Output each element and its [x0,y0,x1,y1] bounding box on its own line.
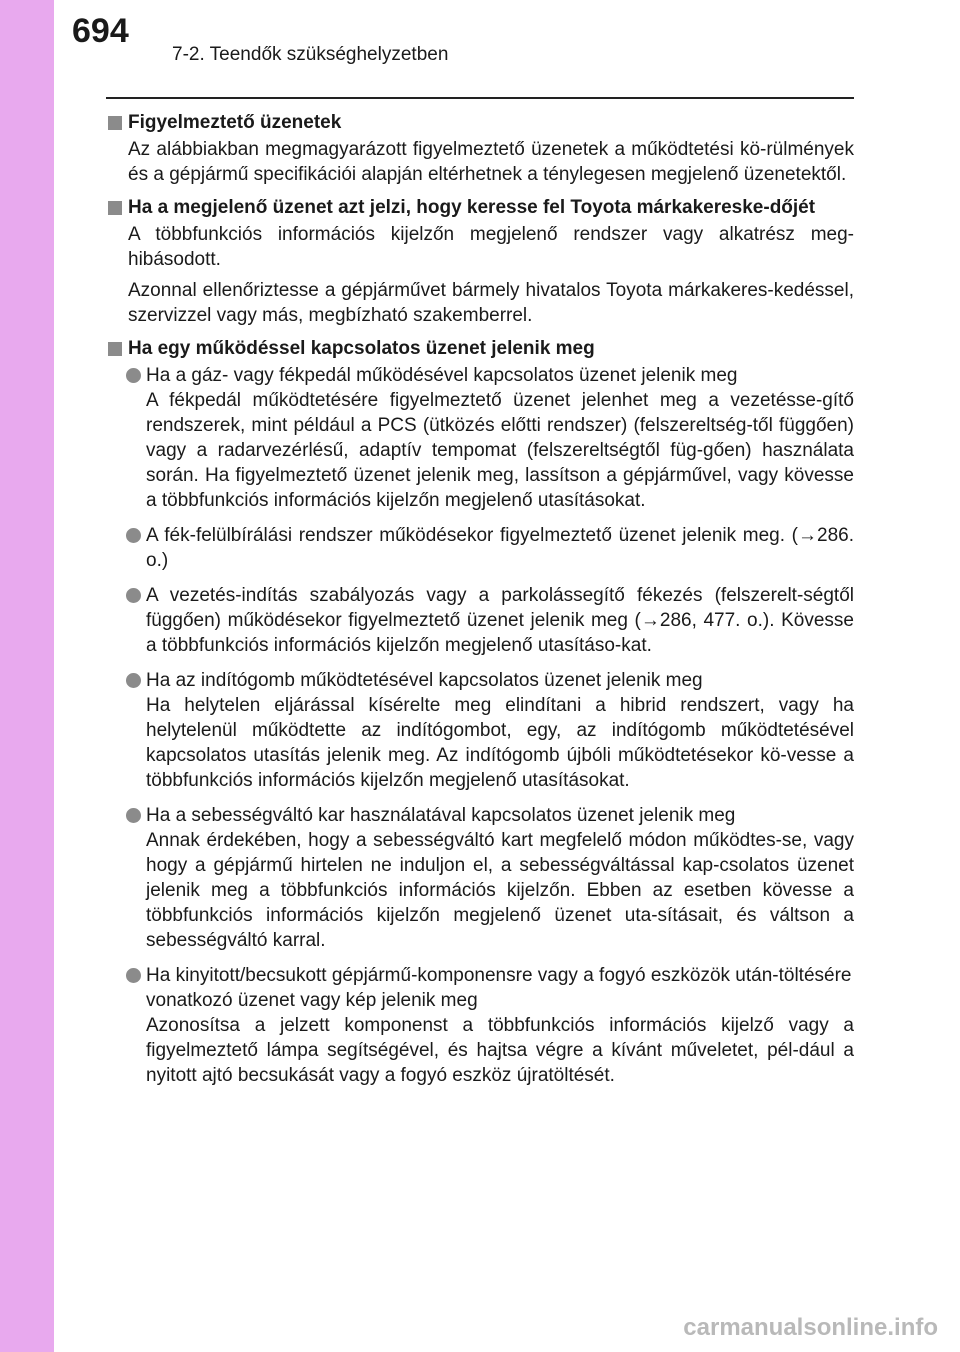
bullet-body: Azonosítsa a jelzett komponenst a többfunkciós információs kijelző vagy a figyelmeztető lámpa segítségével, és hajtsa végre a kívánt műveletet, pél-dául a nyitott ajtó becsukását vagy a fogyó eszköz újratöltését. [146,1015,854,1086]
round-bullet-icon [126,368,141,383]
bullet-title: Ha a gáz- vagy fékpedál működésével kapcsolatos üzenet jelenik meg [146,365,738,386]
section-heading: Ha a megjelenő üzenet azt jelzi, hogy keresse fel Toyota márkakereske-dőjét [106,195,854,220]
list-item [106,668,854,793]
page-number: 694 [72,12,129,50]
bullet-body: Annak érdekében, hogy a sebességváltó kart megfelelő módon működtes-se, vagy hogy a gépjármű hirtelen ne induljon el, a sebességváltással kap-csolatos üzenet jelenik meg a többfunkciós információs kijelzőn. Ebben az esetben kövesse a többfunkciós információs kijelzőn megjelenő üzenet uta-sításait, és váltson a sebességváltó karral. [146,830,854,951]
header-rule [106,97,854,99]
section-heading: Figyelmeztető üzenetek [106,110,854,135]
square-bullet-icon [108,116,122,130]
chapter-title: 7-2. Teendők szükséghelyzetben [172,44,449,65]
bullet-title: Ha kinyitott/becsukott gépjármű-komponensre vagy a fogyó eszközök után-töltésére vonatkozó üzenet vagy kép jelenik meg [146,965,852,1011]
square-bullet-icon [108,342,122,356]
paragraph: Azonnal ellenőriztesse a gépjárművet bármely hivatalos Toyota márkakeres-kedéssel, szervizzel vagy más, megbízható szakemberrel. [128,280,854,326]
list-item [106,363,854,513]
bullet-body: A vezetés-indítás szabályozás vagy a parkolássegítő fékezés (felszerelt-ségtől függően) működésekor figyelmeztető üzenet jelenik meg (→286, 477. o.). Kövesse a többfunkciós információs kijelzőn megjelenő utasításo-kat. [146,585,854,656]
section-heading: Ha egy működéssel kapcsolatos üzenet jelenik meg [106,336,854,361]
list-item [106,963,854,1088]
paragraph: Az alábbiakban megmagyarázott figyelmeztető üzenetek a működtetési kö-rülmények és a gépjármű specifikációi alapján eltérhetnek a ténylegesen megjelenő üzenetektől. [128,139,854,185]
round-bullet-icon [126,968,141,983]
section-operation-message [106,336,854,1088]
round-bullet-icon [126,673,141,688]
round-bullet-icon [126,588,141,603]
watermark: carmanualsonline.info [683,1314,938,1341]
bullet-body: Ha helytelen eljárással kísérelte meg elindítani a hibrid rendszert, vagy ha helytelenül működtette az indítógombot, egy, az indítógomb működtetésével kapcsolatos utasítás jelenik meg. Az indítógomb újbóli működtetésekor kö-vesse a többfunkciós információs kijelzőn megjelenő utasításokat. [146,695,854,791]
section-visit-dealer [106,195,854,328]
paragraph: A többfunkciós információs kijelzőn megjelenő rendszer vagy alkatrész meg-hibásodott. [128,224,854,270]
round-bullet-icon [126,808,141,823]
list-item [106,523,854,573]
chapter-sidebar [0,0,54,1352]
square-bullet-icon [108,201,122,215]
page-content [106,110,854,1098]
section-warning-messages [106,110,854,187]
bullet-title: Ha az indítógomb működtetésével kapcsolatos üzenet jelenik meg [146,670,703,691]
list-item [106,803,854,953]
bullet-title: Ha a sebességváltó kar használatával kapcsolatos üzenet jelenik meg [146,805,736,826]
bullet-body: A fék-felülbírálási rendszer működésekor figyelmeztető üzenet jelenik meg. (→286. o.) [146,525,854,571]
bullet-body: A fékpedál működtetésére figyelmeztető üzenet jelenhet meg a vezetésse-gítő rendszerek, mint például a PCS (ütközés előtti rendszer) (felszereltség-től függően) vagy a radarvezérlésű, adaptív tempomat (felszereltségtől füg-gően) használata során. Ha figyelmeztető üzenet jelenik meg, lassítson a gépjárművel, vagy kövesse a többfunkciós információs kijelzőn megjelenő utasításokat. [146,390,854,511]
list-item [106,583,854,658]
round-bullet-icon [126,528,141,543]
